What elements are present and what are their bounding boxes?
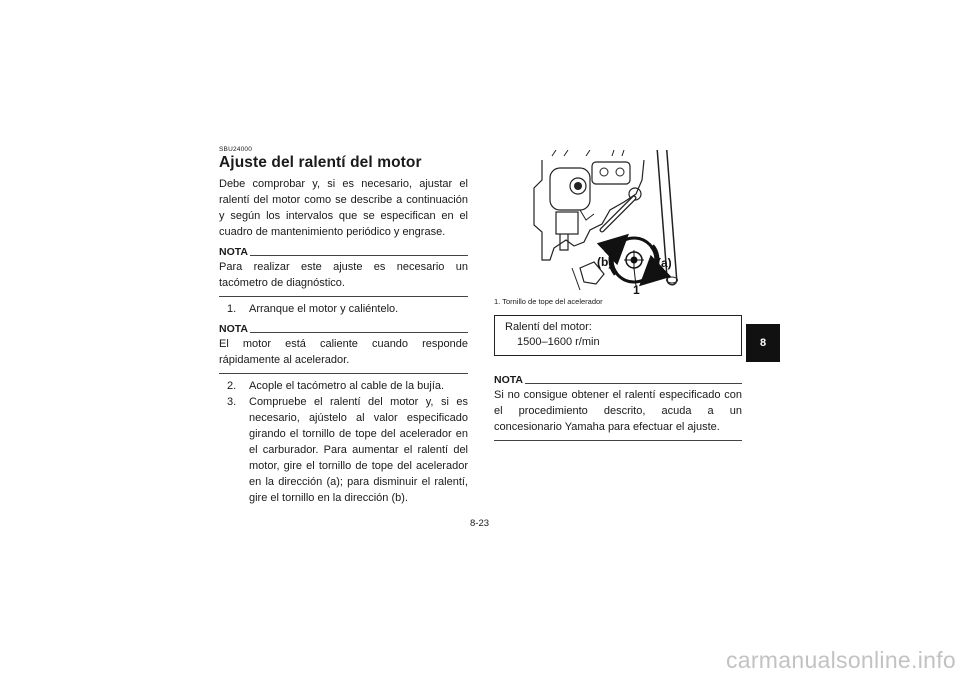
step-item (219, 378, 468, 394)
note-label: NOTA (219, 323, 248, 335)
page-number: 8-23 (470, 518, 490, 529)
note-header-2 (219, 323, 468, 335)
direction-label-a: (a) (657, 256, 672, 270)
note-text-3: Si no consigue obtener el ralentí especificado con el procedimiento descrito, acuda a un concesionario Yamaha para efectuar el ajuste. (494, 389, 742, 433)
note-text-1: Para realizar este ajuste es necesario un tacómetro de diagnóstico. (219, 261, 468, 289)
note-rule (525, 383, 742, 384)
step-item (219, 394, 468, 506)
spec-value: 1500–1600 r/min (517, 336, 600, 348)
note-end-rule (219, 373, 468, 374)
note-text-2: El motor está caliente cuando responde rápidamente al acelerador. (219, 338, 468, 366)
note-rule (250, 255, 468, 256)
watermark: carmanualsonline.info (725, 647, 956, 673)
intro-paragraph: Debe comprobar y, si es necesario, ajustar el ralentí del motor como se describe a continuación y según los intervalos que se especifican en el cuadro de mantenimiento periódico y engrase. (219, 178, 468, 238)
step-text: Arranque el motor y caliéntelo. (249, 303, 399, 315)
spec-label: Ralentí del motor: (505, 321, 592, 333)
specification-box (494, 315, 742, 356)
note-label: NOTA (219, 246, 248, 258)
note-header-3 (494, 374, 742, 386)
carburetor-figure (494, 150, 742, 295)
step-number: 1. (227, 303, 237, 315)
figure-caption: 1. Tornillo de tope del acelerador (494, 297, 603, 306)
direction-label-b: (b) (597, 255, 613, 269)
carburetor-illustration (494, 150, 742, 295)
step-number: 3. (227, 396, 237, 408)
note-label: NOTA (494, 374, 523, 386)
section-title: Ajuste del ralentí del motor (219, 154, 422, 171)
callout-number: 1 (633, 283, 640, 295)
step-item (219, 301, 468, 317)
step-number: 2. (227, 380, 237, 392)
note-end-rule (494, 440, 742, 441)
step-text: Compruebe el ralentí del motor y, si es necesario, ajústelo al valor especificado girando el tornillo de tope del acelerador en el carburador. Para aumentar el ralentí del motor, gire el tornillo de tope del acelerador en la dirección (a); para disminuir el ralentí, gire el tornillo en la dirección (b). (249, 396, 468, 504)
step-text: Acople el tacómetro al cable de la bujía. (249, 380, 445, 392)
section-code: SBU24000 (219, 146, 253, 153)
note-rule (250, 332, 468, 333)
chapter-tab: 8 (746, 324, 780, 362)
note-end-rule (219, 296, 468, 297)
right-column (494, 150, 742, 441)
left-column (219, 146, 468, 506)
note-header-1 (219, 246, 468, 258)
